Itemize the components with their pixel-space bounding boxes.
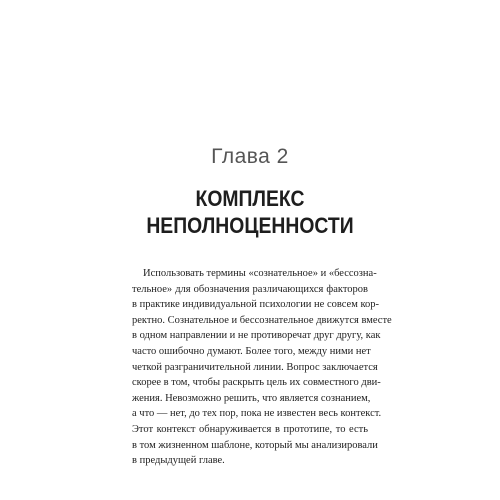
paragraph-line: жения. Невозможно решить, что является сознанием, (132, 392, 371, 404)
paragraph-line: а что — нет, до тех пор, пока не известен весь контекст. (132, 408, 382, 420)
paragraph-line: четкой разграничительной линии. Вопрос заключается (132, 361, 378, 373)
chapter-title-line-2: НЕПОЛНОЦЕННОСТИ (146, 213, 354, 238)
paragraph-line: Использовать термины «сознательное» и «бессозна- (143, 268, 377, 279)
paragraph-line: часто ошибочно думают. Более того, между ними нет (132, 345, 371, 357)
paragraph-line: в том жизненном шаблоне, который мы анализировали (132, 439, 378, 451)
chapter-title-line-1: КОМПЛЕКС (195, 186, 305, 211)
paragraph-line: скорее в том, чтобы раскрыть цель их совместного дви- (132, 377, 381, 389)
paragraph-line: в предыдущей главе. (132, 455, 225, 467)
paragraph-line: Этот контекст обнаруживается в прототипе, то есть (132, 423, 368, 435)
paragraph-line: в одном направлении и не противоречат друг другу, как (132, 330, 381, 342)
body-paragraph (132, 266, 392, 469)
paragraph-line: ректно. Сознательное и бессознательное движутся вместе (132, 314, 392, 326)
paragraph-line: тельное» для обозначения различающихся факторов (132, 283, 368, 295)
paragraph-line: в практике индивидуальной психологии не совсем кор- (132, 299, 380, 311)
chapter-title (30, 185, 470, 239)
chapter-label: Глава 2 (211, 145, 289, 168)
